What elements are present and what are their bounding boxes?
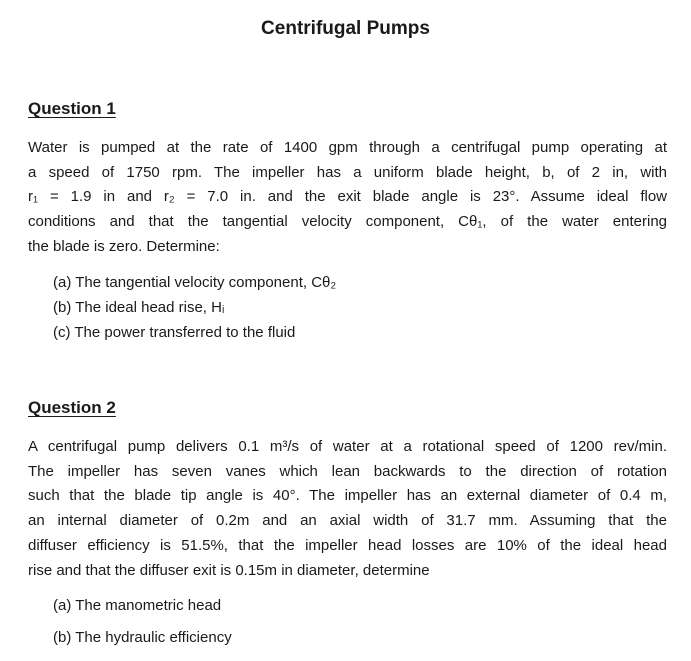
question-2-line: rise and that the diffuser exit is 0.15m in diameter, determine (28, 561, 430, 579)
question-2-line: an internal diameter of 0.2m and an axial width of 31.7 mm. Assuming that the (28, 512, 667, 530)
question-1-heading: Question 1 (28, 99, 116, 118)
question-2-part-b: (b) The hydraulic efficiency (53, 629, 232, 646)
question-2-line: such that the blade tip angle is 40°. The impeller has an external diameter of 0.4 m, (28, 487, 667, 505)
question-1-line: the blade is zero. Determine: (28, 237, 220, 255)
question-1-line: r₁ = 1.9 in and r₂ = 7.0 in. and the exit blade angle is 23°. Assume ideal flow (28, 188, 667, 206)
question-2-line: diffuser efficiency is 51.5%, that the impeller head losses are 10% of the ideal head (28, 536, 667, 554)
question-2-line: A centrifugal pump delivers 0.1 m³/s of water at a rotational speed of 1200 rev/min. (28, 438, 667, 455)
question-1-part-a: (a) The tangential velocity component, Cθ₂ (53, 274, 337, 291)
page-title: Centrifugal Pumps (261, 18, 430, 39)
question-2-line: The impeller has seven vanes which lean backwards to the direction of rotation (28, 462, 667, 480)
question-1-line: a speed of 1750 rpm. The impeller has a uniform blade height, b, of 2 in, with (28, 163, 667, 181)
question-1-part-c: (c) The power transferred to the fluid (53, 324, 296, 341)
question-1-part-b: (b) The ideal head rise, Hᵢ (53, 299, 225, 316)
question-1-line: conditions and that the tangential velocity component, Cθ₁, of the water entering (28, 213, 667, 231)
question-1-text (28, 136, 667, 260)
question-2-text (28, 435, 667, 583)
question-2-heading: Question 2 (28, 398, 116, 417)
question-2-part-a: (a) The manometric head (53, 597, 222, 614)
question-1-line: Water is pumped at the rate of 1400 gpm through a centrifugal pump operating at (28, 139, 667, 156)
